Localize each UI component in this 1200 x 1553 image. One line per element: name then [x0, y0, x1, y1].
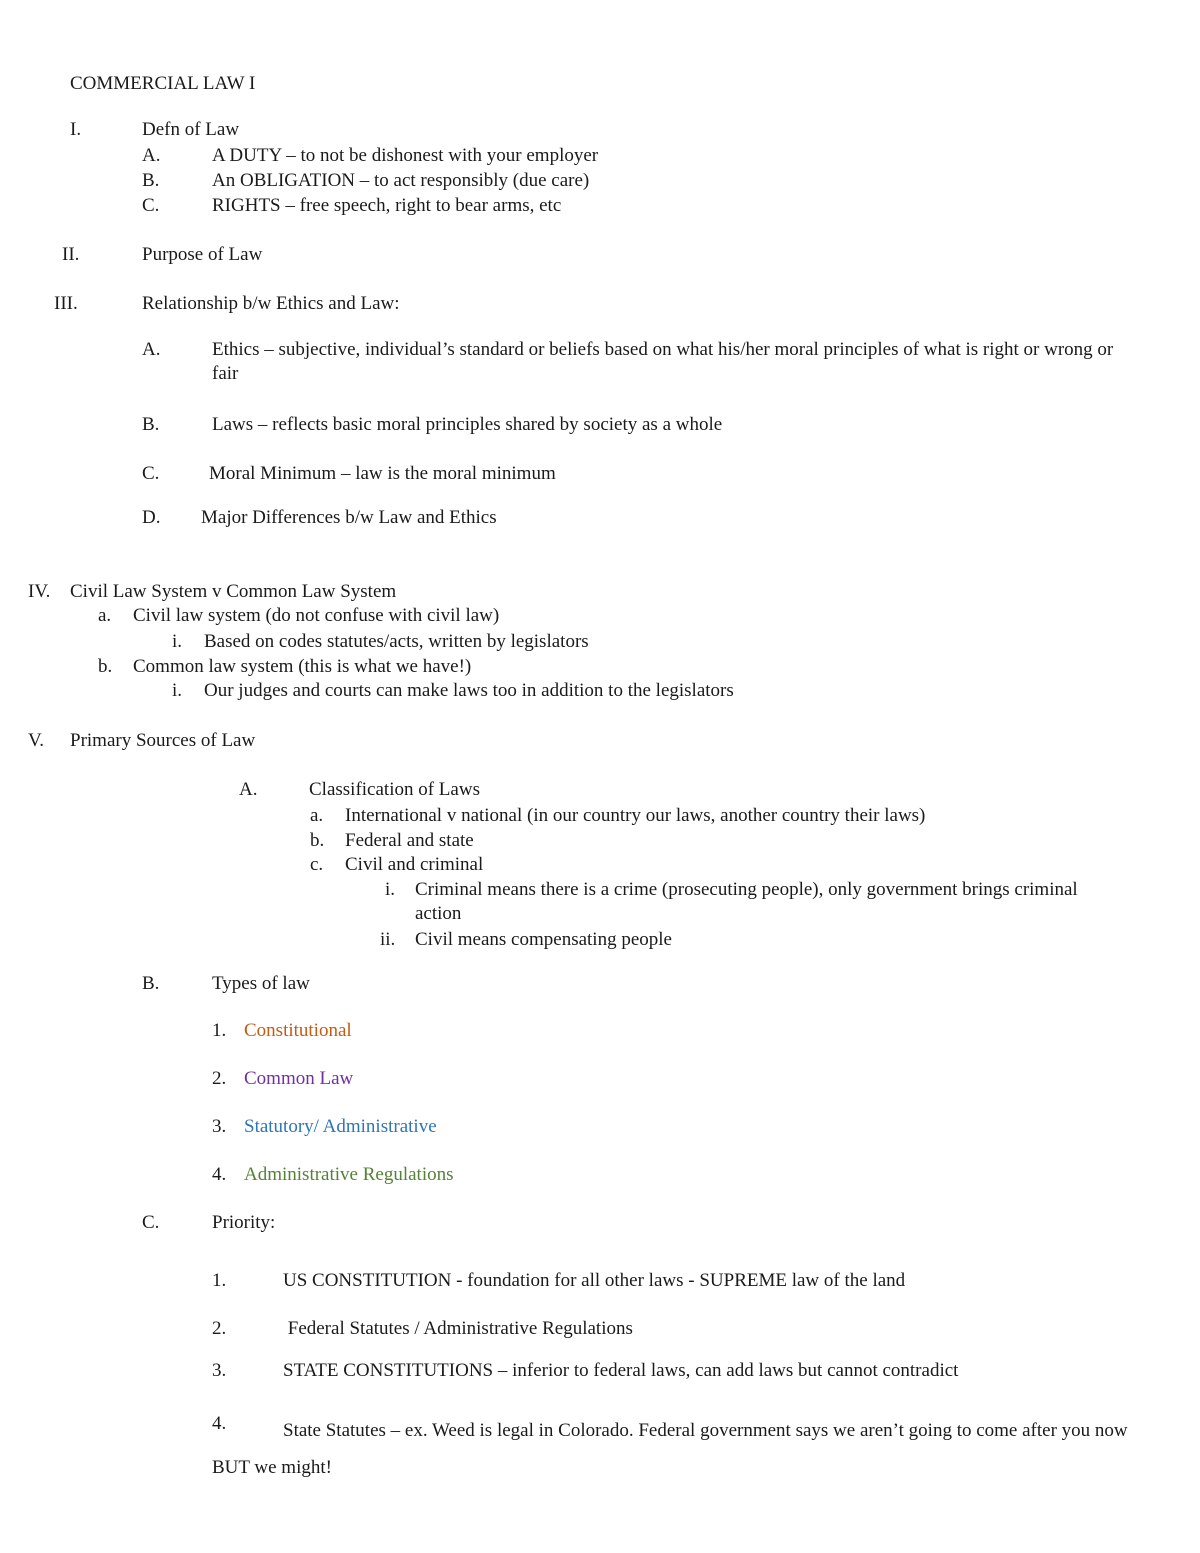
page-title: COMMERCIAL LAW I [70, 73, 256, 94]
priority-item: State Statutes – ex. Weed is legal in Colorado. Federal government says we aren’t going to come after you now BUT we might! [212, 1420, 1128, 1478]
outline-item: International v national (in our country our laws, another country their laws) [345, 805, 926, 826]
outline-item: Federal and state [345, 830, 474, 851]
outline-numeral: I. [70, 119, 82, 140]
section-heading: Purpose of Law [142, 244, 263, 265]
section-heading: Civil Law System v Common Law System [70, 581, 397, 602]
outline-item: Civil and criminal [345, 854, 484, 875]
outline-letter: B. [142, 414, 160, 435]
outline-letter: A. [142, 145, 161, 166]
outline-letter: B. [142, 170, 160, 191]
section-heading: Defn of Law [142, 119, 240, 140]
outline-numeral: III. [54, 293, 78, 314]
list-number: 3. [212, 1360, 227, 1381]
priority-item: US CONSTITUTION - foundation for all other laws - SUPREME law of the land [283, 1270, 906, 1291]
outline-item: Based on codes statutes/acts, written by legislators [204, 631, 589, 652]
outline-item: Civil law system (do not confuse with civil law) [133, 605, 500, 626]
outline-numeral: V. [28, 730, 45, 751]
outline-roman: i. [385, 879, 396, 900]
outline-item: A DUTY – to not be dishonest with your employer [212, 145, 599, 166]
outline-letter: D. [142, 507, 161, 528]
section-heading: Relationship b/w Ethics and Law: [142, 293, 400, 314]
type-common-law: Common Law [244, 1068, 354, 1089]
type-statutory: Statutory/ Administrative [244, 1116, 437, 1137]
list-number: 1. [212, 1270, 227, 1291]
outline-letter: C. [142, 463, 160, 484]
list-number: 1. [212, 1020, 227, 1041]
outline-letter: B. [142, 973, 160, 994]
list-number: 2. [212, 1318, 227, 1339]
outline-item: Moral Minimum – law is the moral minimum [209, 463, 556, 484]
subsection-heading: Classification of Laws [309, 779, 480, 800]
list-number: 2. [212, 1068, 227, 1089]
outline-letter: C. [142, 1212, 160, 1233]
subsection-heading: Priority: [212, 1212, 276, 1233]
outline-item: Ethics – subjective, individual’s standard or beliefs based on what his/her moral principles of what is right or wrong or fair [212, 339, 1114, 384]
outline-item: Civil means compensating people [415, 929, 672, 950]
outline-numeral: II. [62, 244, 80, 265]
list-number: 4. [212, 1164, 227, 1185]
outline-item: Laws – reflects basic moral principles shared by society as a whole [212, 414, 723, 435]
outline-roman: i. [172, 631, 183, 652]
type-constitutional: Constitutional [244, 1020, 352, 1041]
outline-letter: b. [98, 656, 113, 677]
section-heading: Primary Sources of Law [70, 730, 256, 751]
outline-item: RIGHTS – free speech, right to bear arms, etc [212, 195, 562, 216]
outline-item: Common law system (this is what we have!) [133, 656, 472, 677]
list-number: 4. [212, 1413, 227, 1434]
outline-item: An OBLIGATION – to act responsibly (due care) [212, 170, 590, 191]
outline-item: Major Differences b/w Law and Ethics [201, 507, 497, 528]
outline-letter: A. [239, 779, 258, 800]
priority-item: Federal Statutes / Administrative Regulations [283, 1318, 633, 1339]
outline-letter: A. [142, 339, 161, 360]
outline-letter: a. [98, 605, 112, 626]
type-admin-regulations: Administrative Regulations [244, 1164, 454, 1185]
outline-letter: a. [310, 805, 324, 826]
list-number: 3. [212, 1116, 227, 1137]
outline-letter: C. [142, 195, 160, 216]
outline-item: Our judges and courts can make laws too in addition to the legislators [204, 680, 734, 701]
outline-roman: ii. [380, 929, 396, 950]
outline-roman: i. [172, 680, 183, 701]
outline-numeral: IV. [28, 581, 51, 602]
subsection-heading: Types of law [212, 973, 310, 994]
priority-item: STATE CONSTITUTIONS – inferior to federal laws, can add laws but cannot contradict [283, 1360, 959, 1381]
outline-item: Criminal means there is a crime (prosecuting people), only government brings criminal action [415, 879, 1078, 924]
outline-letter: b. [310, 830, 325, 851]
outline-letter: c. [310, 854, 324, 875]
